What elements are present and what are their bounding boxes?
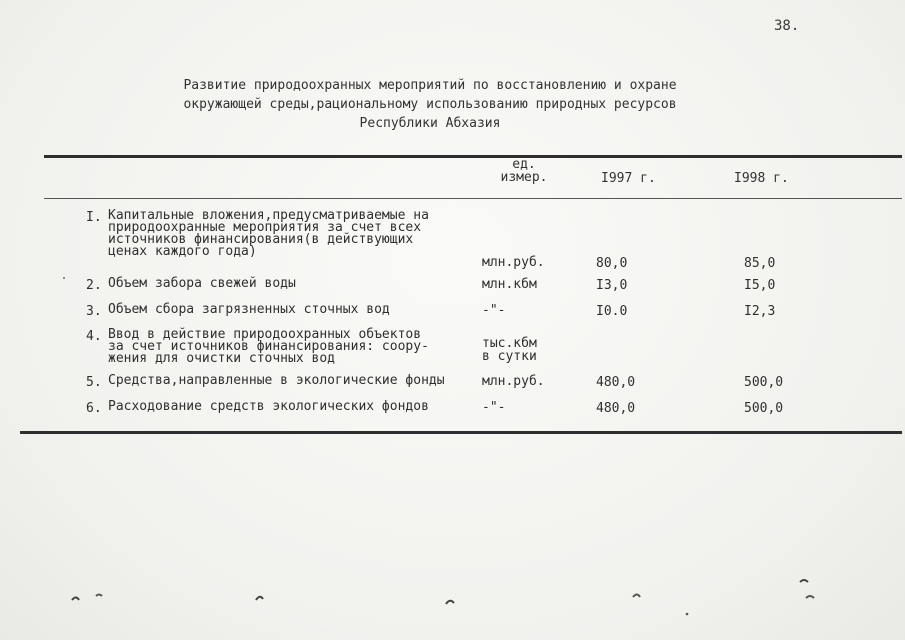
- speck-dot: [686, 613, 689, 616]
- row-value-1997: 480,0: [596, 401, 636, 416]
- header-year-1997: I997 г.: [601, 171, 656, 186]
- row-label-line: Объем забора свежей воды: [108, 276, 296, 291]
- row-unit-line: -"-: [482, 303, 506, 318]
- row-unit-line: тыс.кбм: [482, 336, 537, 351]
- row-number: 2.: [86, 278, 102, 293]
- row-unit-line: млн.руб.: [482, 374, 545, 389]
- title-line-3: Республики Абхазия: [359, 116, 501, 131]
- row-number: 3.: [86, 304, 102, 319]
- row-label-line: Объем сбора загрязненных сточных вод: [108, 302, 390, 317]
- row-value-1998: I5,0: [744, 278, 776, 293]
- row-label-line: источников финансирования(в действующих: [108, 232, 414, 247]
- speck-mark: [633, 595, 640, 598]
- row-value-1998: 500,0: [744, 375, 784, 390]
- speck-mark: [72, 598, 79, 601]
- row-label-line: за счет источников финансирования: соору-: [108, 339, 429, 354]
- header-unit-line-2: измер.: [500, 170, 548, 185]
- row-value-1997: I3,0: [596, 278, 628, 293]
- row-label-line: жения для очистки сточных вод: [108, 351, 335, 366]
- header-unit-line-1: ед.: [512, 157, 536, 172]
- row-number: 5.: [86, 375, 102, 390]
- row-unit-line: млн.руб.: [482, 255, 545, 270]
- row-unit-line: -"-: [482, 400, 506, 415]
- row-number: 4.: [86, 329, 102, 344]
- row-number: 6.: [86, 401, 102, 416]
- row-value-1997: I0.0: [596, 304, 628, 319]
- row-number: I.: [86, 210, 102, 225]
- row-value-1997: 480,0: [596, 375, 636, 390]
- row-value-1997: 80,0: [596, 256, 628, 271]
- title-line-1: Развитие природоохранных мероприятий по восстановлению и охране: [183, 78, 677, 93]
- speck-dot: [63, 277, 65, 279]
- row-unit-line: в сутки: [482, 349, 537, 364]
- page-number: 38.: [774, 18, 800, 34]
- row-value-1998: I2,3: [744, 304, 776, 319]
- row-label-line: Расходование средств экологических фондов: [108, 399, 429, 414]
- speck-mark: [256, 597, 263, 600]
- row-value-1998: 500,0: [744, 401, 784, 416]
- title-line-2: окружающей среды,рациональному использованию природных ресурсов: [183, 97, 677, 112]
- speck-mark: [806, 596, 814, 598]
- speck-mark: [800, 580, 808, 582]
- row-label-line: ценах каждого года): [108, 244, 257, 259]
- row-unit-line: млн.кбм: [482, 277, 537, 292]
- header-year-1998: I998 г.: [734, 171, 789, 186]
- row-value-1998: 85,0: [744, 256, 776, 271]
- row-label-line: Ввод в действие природоохранных объектов: [108, 327, 422, 342]
- speck-mark: [96, 595, 102, 597]
- row-label-line: Средства,направленные в экологические фонды: [108, 373, 445, 388]
- speck-mark: [446, 601, 454, 604]
- row-label-line: природоохранные мероприятия за счет всех: [108, 220, 422, 235]
- row-label-line: Капитальные вложения,предусматриваемые на: [108, 208, 429, 223]
